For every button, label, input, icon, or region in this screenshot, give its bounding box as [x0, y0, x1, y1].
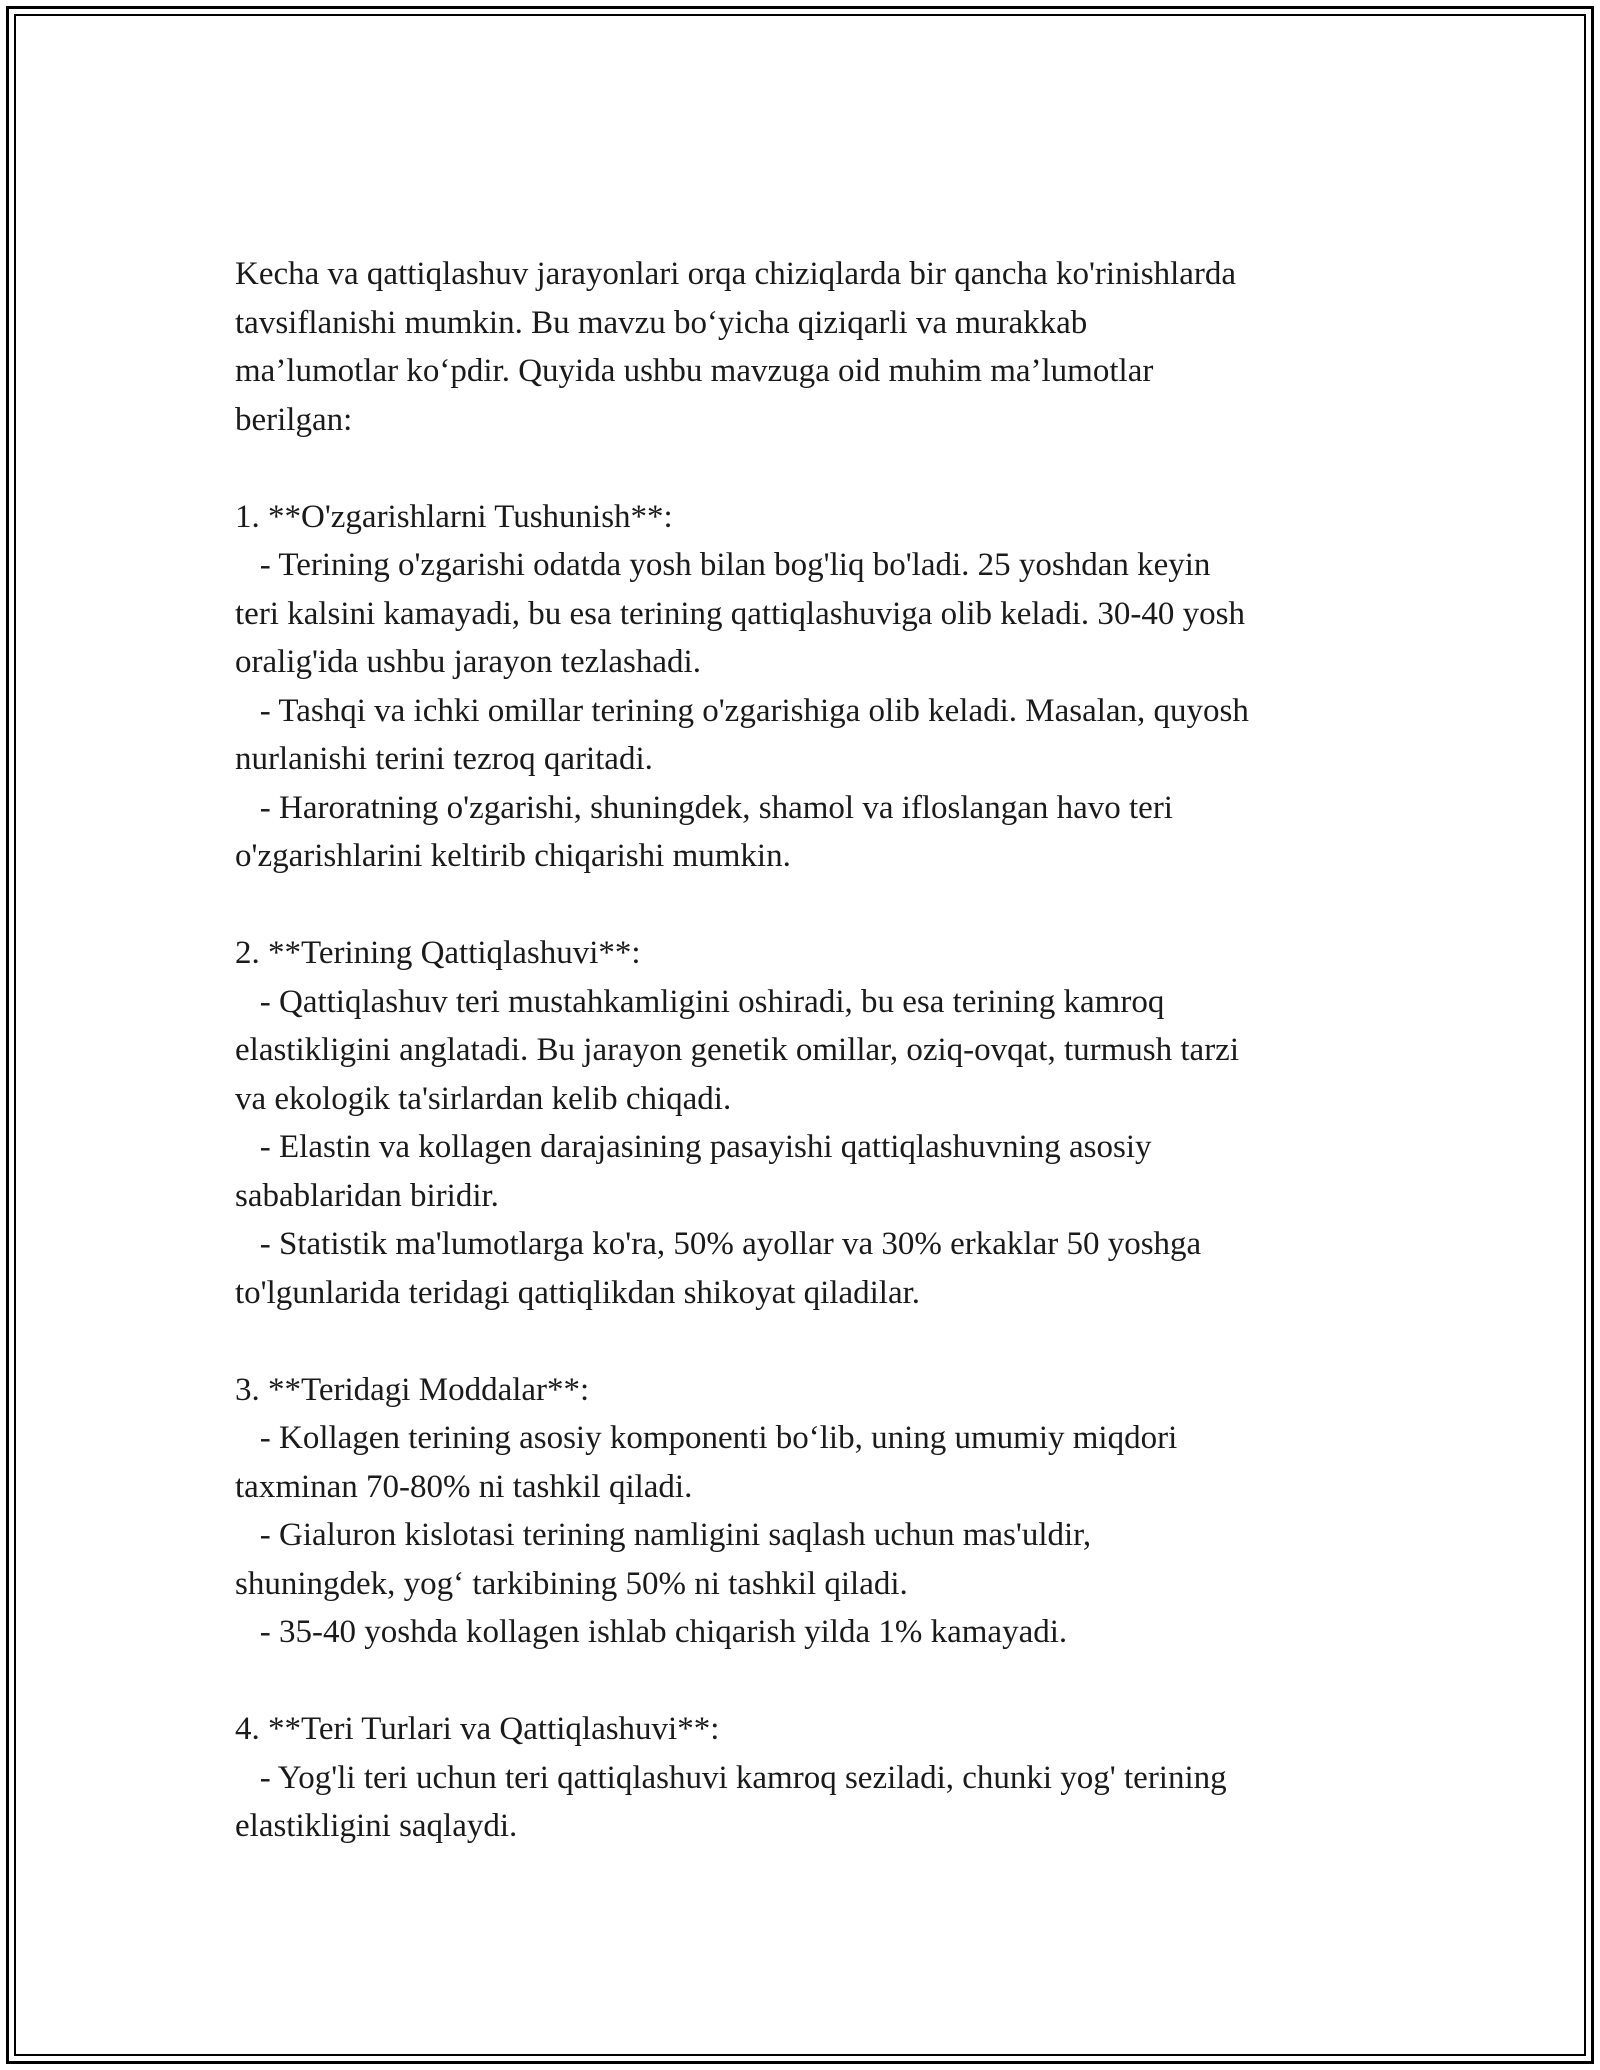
section-heading: 2. **Terining Qattiqlashuvi**:: [235, 935, 641, 971]
text-line: taxminan 70-80% ni tashkil qiladi.: [235, 1468, 693, 1505]
document-body: [235, 250, 1375, 1851]
section-heading: 4. **Teri Turlari va Qattiqlashuvi**:: [235, 1711, 720, 1747]
paragraph-gap: [235, 444, 1375, 493]
text-line: nurlanishi terini tezroq qaritadi.: [235, 741, 653, 777]
text-line: - Tashqi va ichki omillar terining o'zgarishiga olib keladi. Masalan, quyosh: [235, 692, 1249, 729]
text-line: - Gialuron kislotasi terining namligini saqlash uchun mas'uldir,: [235, 1517, 1092, 1553]
text-line: tavsiflanishi mumkin. Bu mavzu bo‘yicha qiziqarli va murakkab: [235, 304, 1088, 341]
text-line: - 35-40 yoshda kollagen ishlab chiqarish yilda 1% kamayadi.: [235, 1614, 1068, 1650]
text-line: - Kollagen terining asosiy komponenti bo‘lib, uning umumiy miqdori: [235, 1420, 1178, 1456]
text-line: sabablaridan biridir.: [235, 1177, 499, 1214]
text-line: o'zgarishlarini keltirib chiqarishi mumkin.: [235, 838, 791, 874]
section-3: [235, 1366, 1375, 1657]
section-1: [235, 493, 1375, 881]
section-heading: 3. **Teridagi Moddalar**:: [235, 1371, 590, 1408]
text-line: - Terining o'zgarishi odatda yosh bilan bog'liq bo'ladi. 25 yoshdan keyin: [235, 547, 1211, 583]
section-4: [235, 1705, 1375, 1851]
text-line: oralig'ida ushbu jarayon tezlashadi.: [235, 644, 701, 680]
text-line: va ekologik ta'sirlardan kelib chiqadi.: [235, 1080, 732, 1117]
paragraph-gap: [235, 881, 1375, 930]
text-line: - Haroratning o'zgarishi, shuningdek, shamol va ifloslangan havo teri: [235, 789, 1173, 826]
text-line: elastikligini anglatadi. Bu jarayon genetik omillar, oziq-ovqat, turmush tarzi: [235, 1032, 1240, 1068]
section-heading: 1. **O'zgarishlarni Tushunish**:: [235, 498, 673, 535]
text-line: berilgan:: [235, 401, 353, 438]
text-line: Kecha va qattiqlashuv jarayonlari orqa chiziqlarda bir qancha ko'rinishlarda: [235, 256, 1237, 292]
text-line: - Statistik ma'lumotlarga ko'ra, 50% ayollar va 30% erkaklar 50 yoshga: [235, 1226, 1202, 1262]
text-line: to'lgunlarida teridagi qattiqlikdan shikoyat qiladilar.: [235, 1274, 921, 1311]
text-line: teri kalsini kamayadi, bu esa terining qattiqlashuviga olib keladi. 30-40 yosh: [235, 595, 1245, 632]
text-line: elastikligini saqlaydi.: [235, 1808, 518, 1844]
text-line: - Yog'li teri uchun teri qattiqlashuvi kamroq seziladi, chunki yog' terining: [235, 1759, 1227, 1796]
text-line: - Elastin va kollagen darajasining pasayishi qattiqlashuvning asosiy: [235, 1129, 1152, 1165]
intro-paragraph: [235, 250, 1375, 444]
section-2: [235, 929, 1375, 1317]
text-line: - Qattiqlashuv teri mustahkamligini oshiradi, bu esa terining kamroq: [235, 983, 1165, 1020]
paragraph-gap: [235, 1317, 1375, 1366]
paragraph-gap: [235, 1657, 1375, 1706]
text-line: ma’lumotlar ko‘pdir. Quyida ushbu mavzuga oid muhim ma’lumotlar: [235, 353, 1154, 389]
text-line: shuningdek, yog‘ tarkibining 50% ni tashkil qiladi.: [235, 1565, 908, 1602]
